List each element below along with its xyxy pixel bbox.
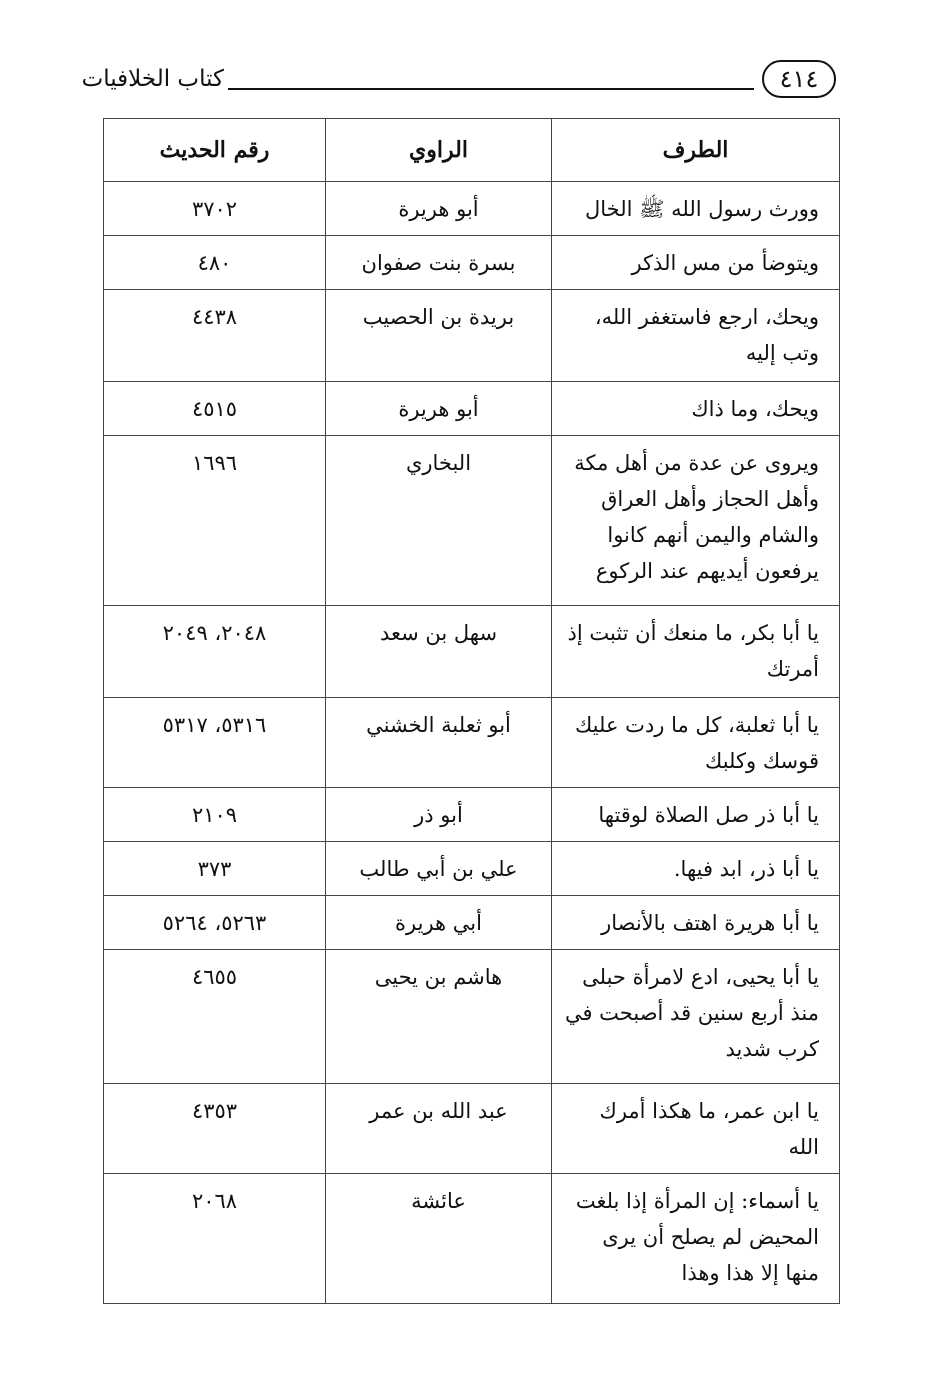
cell-number: ٣٧٠٢ xyxy=(104,182,326,236)
header-tarf: الطرف xyxy=(552,119,840,182)
cell-rawi: أبو ثعلبة الخشني xyxy=(326,698,552,788)
header-number: رقم الحديث xyxy=(104,119,326,182)
table-row xyxy=(104,950,840,1084)
cell-rawi: بسرة بنت صفوان xyxy=(326,236,552,290)
cell-tarf: ويحك، وما ذاك xyxy=(552,382,840,436)
cell-tarf: يا ابن عمر، ما هكذا أمرك الله xyxy=(552,1084,840,1174)
cell-number: ٤٥١٥ xyxy=(104,382,326,436)
cell-tarf: يا أبا ثعلبة، كل ما ردت عليك قوسك وكلبك xyxy=(552,698,840,788)
hadith-index-table xyxy=(103,118,840,1304)
cell-tarf: وورث رسول الله ﷺ الخال xyxy=(552,182,840,236)
table-row xyxy=(104,896,840,950)
table-row xyxy=(104,1174,840,1304)
cell-rawi: البخاري xyxy=(326,436,552,606)
table-row xyxy=(104,182,840,236)
cell-tarf: ويروى عن عدة من أهل مكة وأهل الحجاز وأهل العراق والشام واليمن أنهم كانوا يرفعون أيديهم عند الركوع xyxy=(552,436,840,606)
cell-number: ٤٦٥٥ xyxy=(104,950,326,1084)
cell-rawi: أبو هريرة xyxy=(326,382,552,436)
table-row xyxy=(104,382,840,436)
page-header xyxy=(81,60,840,104)
cell-number: ٢١٠٩ xyxy=(104,788,326,842)
table-row xyxy=(104,436,840,606)
cell-rawi: هاشم بن يحيى xyxy=(326,950,552,1084)
table-row xyxy=(104,236,840,290)
cell-number: ٤٣٥٣ xyxy=(104,1084,326,1174)
cell-tarf: ويحك، ارجع فاستغفر الله، وتب إليه xyxy=(552,290,840,382)
cell-number: ٢٠٦٨ xyxy=(104,1174,326,1304)
cell-tarf: يا أسماء: إن المرأة إذا بلغت المحيض لم يصلح أن يرى منها إلا هذا وهذا xyxy=(552,1174,840,1304)
cell-rawi: عائشة xyxy=(326,1174,552,1304)
table-row xyxy=(104,290,840,382)
cell-number: ٣٧٣ xyxy=(104,842,326,896)
cell-number: ٥٣١٦، ٥٣١٧ xyxy=(104,698,326,788)
cell-number: ٥٢٦٣، ٥٢٦٤ xyxy=(104,896,326,950)
cell-rawi: عبد الله بن عمر xyxy=(326,1084,552,1174)
table-row xyxy=(104,1084,840,1174)
cell-tarf: يا أبا ذر صل الصلاة لوقتها xyxy=(552,788,840,842)
table-row xyxy=(104,606,840,698)
book-title: كتاب الخلافيات xyxy=(81,66,224,92)
header-rawi: الراوي xyxy=(326,119,552,182)
cell-number: ١٦٩٦ xyxy=(104,436,326,606)
cell-number: ٤٤٣٨ xyxy=(104,290,326,382)
table-row xyxy=(104,788,840,842)
table-row xyxy=(104,698,840,788)
cell-rawi: سهل بن سعد xyxy=(326,606,552,698)
table-row xyxy=(104,842,840,896)
cell-number: ٢٠٤٨، ٢٠٤٩ xyxy=(104,606,326,698)
table-header-row xyxy=(104,119,840,182)
cell-rawi: أبي هريرة xyxy=(326,896,552,950)
cell-rawi: بريدة بن الحصيب xyxy=(326,290,552,382)
cell-rawi: أبو ذر xyxy=(326,788,552,842)
cell-rawi: أبو هريرة xyxy=(326,182,552,236)
cell-tarf: ويتوضأ من مس الذكر xyxy=(552,236,840,290)
cell-tarf: يا أبا بكر، ما منعك أن تثبت إذ أمرتك xyxy=(552,606,840,698)
page-number: ٤١٤ xyxy=(762,60,836,98)
cell-number: ٤٨٠ xyxy=(104,236,326,290)
cell-tarf: يا أبا يحيى، ادع لامرأة حبلى منذ أربع سنين قد أصبحت في كرب شديد xyxy=(552,950,840,1084)
cell-tarf: يا أبا هريرة اهتف بالأنصار xyxy=(552,896,840,950)
header-rule xyxy=(228,88,754,90)
cell-tarf: يا أبا ذر، ابد فيها. xyxy=(552,842,840,896)
cell-rawi: علي بن أبي طالب xyxy=(326,842,552,896)
